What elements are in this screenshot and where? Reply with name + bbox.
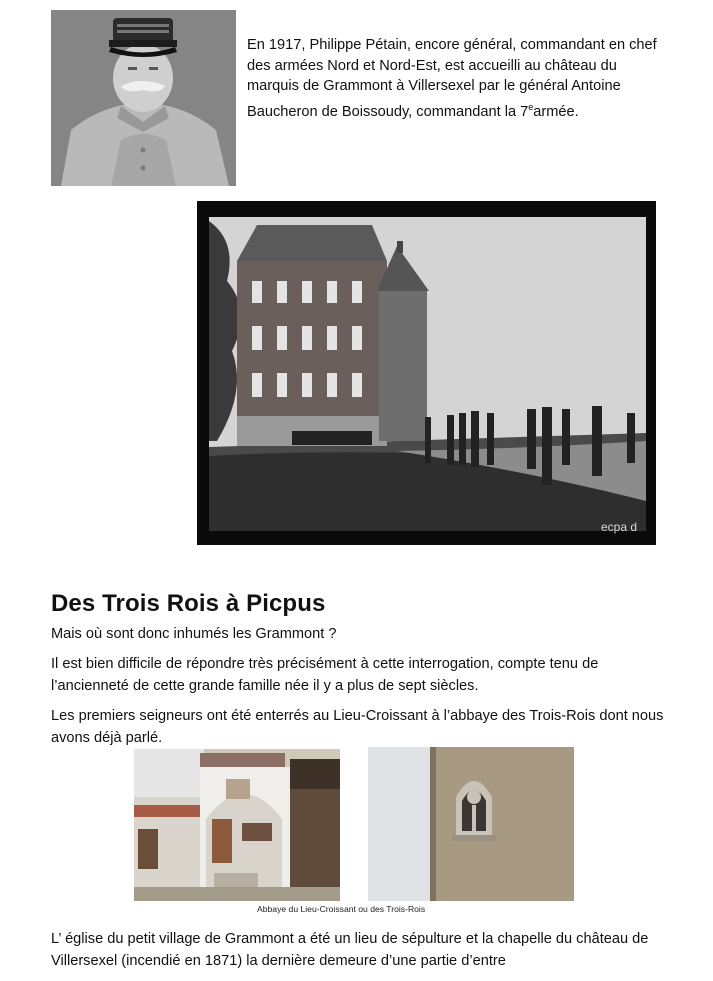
gothic-window-photo xyxy=(368,747,574,901)
abbey-building-photo xyxy=(134,749,340,901)
abbey-illustration xyxy=(134,749,340,901)
section-title: Des Trois Rois à Picpus xyxy=(51,590,326,617)
paragraph-first-lords: Les premiers seigneurs ont été enterrés au Lieu-Croissant à l’abbaye des Trois-Rois dont nous avons déjà parlé. xyxy=(51,708,664,746)
intro-superscript: e xyxy=(528,101,534,112)
photo-watermark: ecpa d xyxy=(601,520,638,534)
chateau-illustration xyxy=(197,201,656,545)
chateau-villersexel-photo xyxy=(197,201,656,545)
intro-paragraph xyxy=(247,35,667,122)
paragraph-difficulty: Il est bien difficile de répondre très précisément à cette interrogation, compte tenu de l’ancienneté de cette grande famille née il y a plus de sept siècles. xyxy=(51,656,599,694)
paragraph-question: Mais où sont donc inhumés les Grammont ? xyxy=(51,626,337,642)
petain-portrait-photo xyxy=(51,10,236,186)
photo-caption: Abbaye du Lieu-Croissant ou des Trois-Rois xyxy=(257,904,426,914)
paragraph-grammont-church: L’ église du petit village de Grammont a été un lieu de sépulture et la chapelle du château de Villersexel (incendié en 1871) la dernière demeure d’une partie d’entre xyxy=(51,931,649,969)
window-illustration xyxy=(368,747,574,901)
portrait-illustration xyxy=(51,10,236,186)
intro-text: En 1917, Philippe Pétain, encore général, commandant en chef des armées Nord et Nord-Est, est accueilli au château du marquis de Grammont à Villersexel par le général Antoine Baucheron de Boissoudy, commandant la 7 xyxy=(247,37,657,120)
intro-text-end: armée. xyxy=(533,103,579,120)
